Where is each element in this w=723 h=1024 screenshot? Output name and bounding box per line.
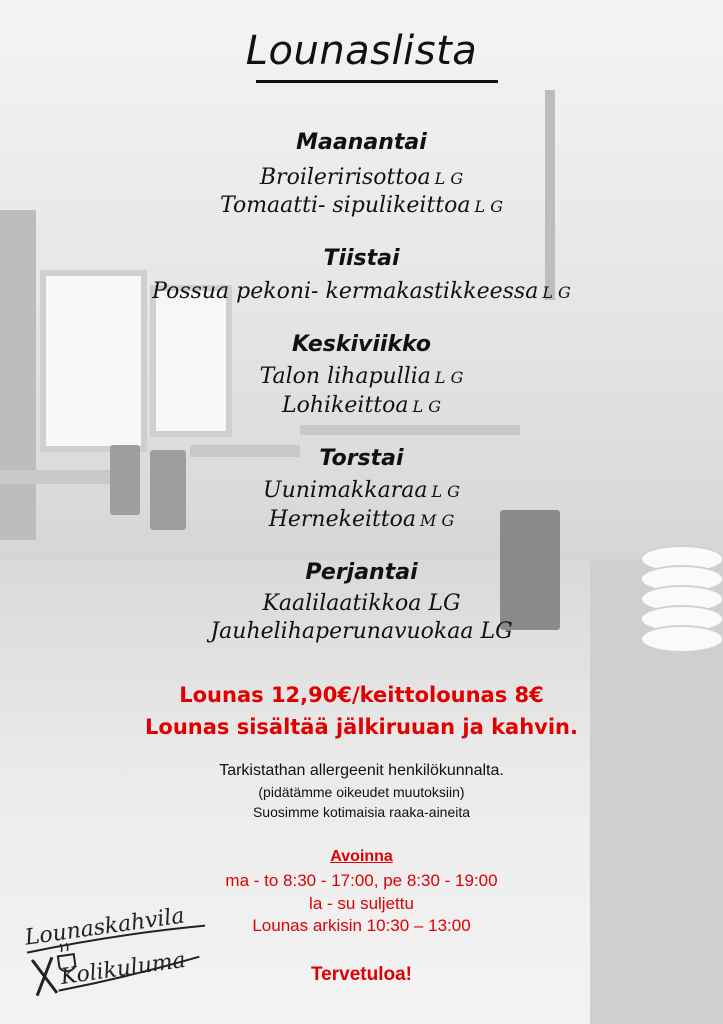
logo-text-top: Lounaskahvila — [23, 903, 187, 951]
dish-name: Kaalilaatikkoa LG — [262, 591, 461, 616]
diet-tag: L G — [434, 368, 464, 387]
opening-lunch: Lounas arkisin 10:30 – 13:00 — [252, 916, 471, 935]
dish-name: Lohikeittoa — [282, 393, 409, 418]
dish-name: Tomaatti- sipulikeittoa — [219, 193, 471, 218]
day-heading-monday: Maanantai — [296, 130, 427, 155]
dish-name: Jauhelihaperunavuokaa LG — [210, 619, 513, 644]
logo-text-bottom: Kolikuluma — [59, 947, 188, 991]
menu-item — [0, 279, 723, 304]
dish-name: Talon lihapullia — [259, 364, 431, 389]
diet-tag: L G — [474, 197, 504, 216]
diet-tag: L G — [542, 283, 571, 302]
domestic-note: Suosimme kotimaisia raaka-aineita — [252, 804, 471, 820]
dish-name: Possua pekoni- kermakastikkeessa — [152, 279, 539, 304]
day-heading-tuesday: Tiistai — [323, 246, 400, 271]
day-heading-thursday: Torstai — [319, 446, 404, 471]
price-line: Lounas 12,90€/keittolounas 8€ — [179, 683, 544, 707]
menu-item — [0, 591, 723, 616]
menu-item — [0, 619, 723, 644]
dish-name: Hernekeittoa — [268, 507, 417, 532]
dish-name: Uunimakkaraa — [263, 478, 428, 503]
includes-line: Lounas sisältää jälkiruuan ja kahvin. — [145, 715, 578, 739]
day-heading-wednesday: Keskiviikko — [291, 332, 432, 357]
menu-item — [0, 393, 723, 418]
cafe-logo — [18, 898, 218, 1008]
rights-note: (pidätämme oikeudet muutoksiin) — [258, 784, 465, 800]
opening-weekdays: ma - to 8:30 - 17:00, pe 8:30 - 19:00 — [225, 871, 498, 890]
day-heading-friday: Perjantai — [305, 560, 418, 585]
allergy-note: Tarkistathan allergeenit henkilökunnalta. — [219, 762, 504, 779]
menu-item — [0, 364, 723, 389]
title-underline — [256, 80, 498, 83]
fork-knife-icon — [32, 957, 57, 995]
diet-tag: L G — [434, 169, 464, 188]
diet-tag: L G — [412, 397, 441, 416]
page-title: Lounaslista — [245, 28, 478, 74]
opening-heading: Avoinna — [330, 848, 393, 865]
dish-name: Broileririsottoa — [259, 165, 431, 190]
menu-item — [0, 478, 723, 503]
menu-item — [0, 165, 723, 190]
opening-weekend: la - su suljettu — [309, 894, 414, 913]
welcome-text: Tervetuloa! — [310, 964, 412, 985]
diet-tag: M G — [420, 511, 455, 530]
menu-item — [0, 193, 723, 218]
menu-item — [0, 507, 723, 532]
diet-tag: L G — [431, 482, 460, 501]
